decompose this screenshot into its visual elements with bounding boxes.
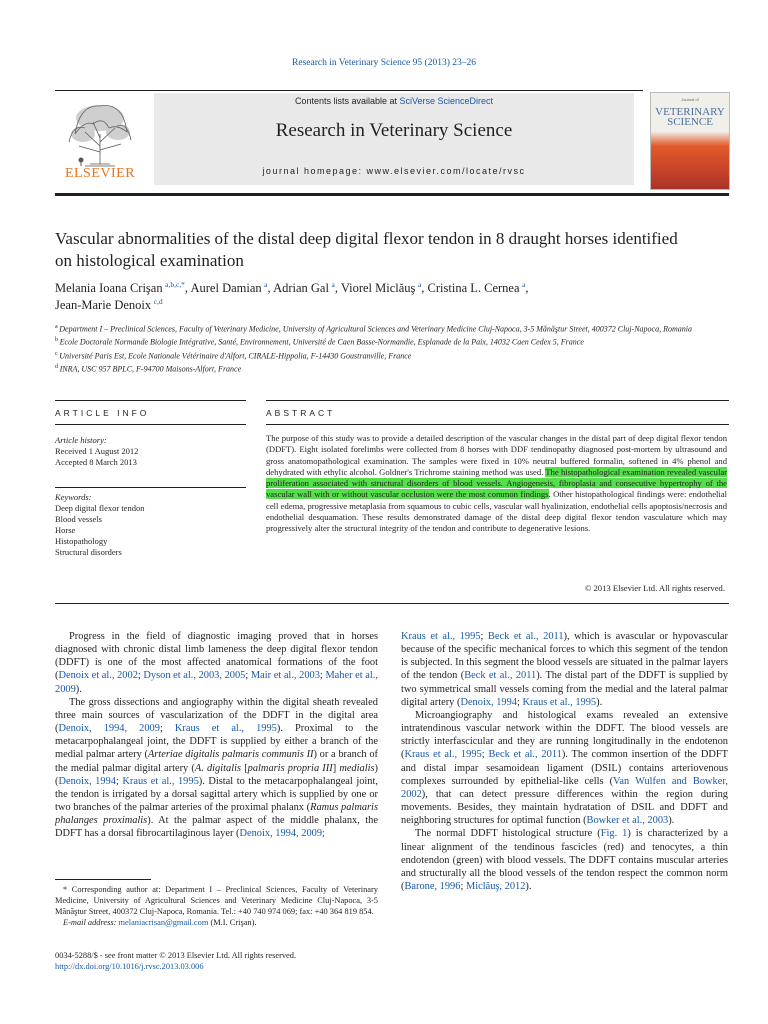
body-column-right <box>401 630 728 893</box>
footnote-email <box>55 917 378 928</box>
author-separator: , <box>334 281 341 295</box>
journal-name: Research in Veterinary Science <box>275 120 513 141</box>
citation-link[interactable]: Beck et al., 2011 <box>488 749 562 761</box>
masthead-top-rule <box>55 90 643 91</box>
author-affiliation-mark[interactable]: a <box>264 279 268 289</box>
email-link[interactable]: melaniacrisan@gmail.com <box>118 918 209 927</box>
author-list <box>55 280 695 314</box>
abstract-text <box>266 433 727 535</box>
citation-link[interactable]: Kraus et al., 1995 <box>404 749 482 761</box>
figure-link[interactable]: Fig. 1 <box>600 828 628 840</box>
doi-link[interactable]: http://dx.doi.org/10.1016/j.rvsc.2013.03.006 <box>55 962 204 971</box>
author-affiliation-mark[interactable]: a,b,c,* <box>165 279 185 289</box>
body-paragraph: Kraus et al., 1995; Beck et al., 2011), which is avascular or hypovascular because of the specific mechanical forces to which this segment of the tendon is subjected. In this segment the blood vessels are situated in the palmar layers of the tendon (Beck et al., 2011). The distal part of the DDFT is supplied by two symmetrical small vessels coming from the medial and the lateral palmar digital artery (Denoix, 1994; Kraus et al., 1995). <box>401 631 728 708</box>
citation-link[interactable]: Kraus et al., 1995 <box>401 631 481 642</box>
article-history <box>55 435 246 468</box>
affiliation-text: Ecole Doctorale Normande Biologie Intégrative, Santé, Environnement, Université de Caen Basse-Normandie, Esplanade de la Paix, 14032 Caen Cedex 5, France <box>59 337 584 347</box>
abstract-copyright: © 2013 Elsevier Ltd. All rights reserved. <box>584 583 725 593</box>
abstract-text-after: . Other histopathological findings were: endothelial cell edema, progressive metaplasia from squamous to cubic cells, vascular wall hyalinization, endothelial cells apoptosis/necrosis and endothelial desquamation. These results demonstrated damage of the distal deep digital flexor tendon vasculature which may progressively alter the structural integrity of the tendon and contribute to degenerative lesions. <box>266 489 727 534</box>
author-affiliation-mark[interactable]: c,d <box>153 296 163 306</box>
citation-link[interactable]: Denoix, 1994 <box>460 696 518 708</box>
keywords <box>55 492 246 558</box>
masthead-bottom-rule <box>55 193 729 196</box>
cover-title-line-2: SCIENCE <box>667 116 713 128</box>
footnote-rule <box>55 879 151 880</box>
keyword-item: Histopathology <box>55 536 108 546</box>
keyword-item: Blood vessels <box>55 514 102 524</box>
keyword-item: Deep digital flexor tendon <box>55 503 145 513</box>
author-affiliation-mark[interactable]: a <box>331 279 335 289</box>
article-info-heading: ARTICLE INFO <box>55 408 150 418</box>
keywords-label: Keywords: <box>55 492 92 502</box>
affiliation-mark: a <box>55 324 58 330</box>
homepage-prefix: journal homepage: <box>262 166 367 176</box>
received-date: Received 1 August 2012 <box>55 446 139 456</box>
citation-link[interactable]: Denoix, 1994, 2009 <box>58 723 160 735</box>
body-paragraph: The gross dissections and angiography within the digital sheath revealed three main sources of vascularization of the DDFT in the digital area (Denoix, 1994, 2009; Kraus et al., 1995). Proximal to the metacarpophalangeal joint, the DDFT is supplied by either a branch of the medial palmar artery (Arteriae digitalis palmaris communis II) or a branch of the medial palmar digital artery (A. digitalis [palmaris propria III] medialis) (Denoix, 1994; Kraus et al., 1995). Distal to the metacarpophalangeal joint, the tendon is irrigated by a dorsal sagittal artery which is supplied by one or two branches of the palmar arteries of the proximal phalanx (Ramus palmaris phalanges proximalis). At the palmar aspect of the middle phalanx, the DDFT has a dorsal fibrocartilaginous layer (Denoix, 1994, 2009; <box>55 696 378 840</box>
corresponding-author-footnote <box>55 884 378 928</box>
cover-title-line-1: VETERINARY <box>655 106 725 118</box>
citation-link[interactable]: Beck et al., 2011 <box>464 670 537 682</box>
email-label: E-mail address: <box>63 918 119 927</box>
body-paragraph: The normal DDFT histological structure (Fig. 1) is characterized by a linear alignment of the tendinous fascicles (red) and tenocytes, a thin endotendon (green) with blood vessels. The DDFT contains muscular arteries and structurally all the blood vessels of the tendon respect the common norm (Barone, 1996; Miclăuş, 2012). <box>401 828 728 892</box>
issn-line: 0034-5288/$ - see front matter © 2013 Elsevier Ltd. All rights reserved. <box>55 951 297 960</box>
abstract-highlight[interactable]: The histopathological examination revealed vascular proliferation associated with structural disorders of blood vessels. Angiogenesis, fibroplasia and consecutive hypertrophy of the vascular wall with or without vascular occlusion were the most common findings <box>266 466 728 500</box>
citation-link[interactable]: Kraus et al., 1995 <box>174 723 277 735</box>
author-separator: , <box>267 281 274 295</box>
journal-citation[interactable]: Research in Veterinary Science 95 (2013) 23–26 <box>292 58 476 68</box>
affiliation-text: Université Paris Est, Ecole Nationale Vétérinaire d'Alfort, CIRALE-Hippolia, F-14430 Goustranville, France <box>59 351 412 361</box>
article-info-rule <box>55 400 246 401</box>
affiliation-item <box>55 322 715 335</box>
citation-link[interactable]: Miclăuş, 2012 <box>465 880 526 892</box>
contents-line <box>154 96 634 106</box>
citation-link[interactable]: Denoix, 1994 <box>58 775 116 787</box>
affiliation-item <box>55 349 715 362</box>
affiliation-item <box>55 335 715 348</box>
history-label: Article history: <box>55 435 107 445</box>
contents-prefix: Contents lists available at <box>294 96 400 106</box>
accepted-date: Accepted 8 March 2013 <box>55 457 137 467</box>
citation-link[interactable]: Denoix et al., 2002 <box>58 670 138 682</box>
keywords-rule <box>55 487 246 488</box>
author-name: Aurel Damian <box>190 281 262 295</box>
keyword-item: Structural disorders <box>55 547 122 557</box>
body-column-left <box>55 630 378 841</box>
body-paragraph: Progress in the field of diagnostic imaging proved that in horses diagnosed with chronic distal limb lameness the deep digital flexor tendon (DDFT) is one of the most affected anatomical formations of the foot (Denoix et al., 2002; Dyson et al., 2003, 2005; Mair et al., 2003; Maher et al., 2009). <box>55 631 378 695</box>
cover-title <box>653 107 727 127</box>
homepage-url[interactable]: www.elsevier.com/locate/rvsc <box>366 166 526 176</box>
author-affiliation-mark[interactable]: a <box>522 279 526 289</box>
email-suffix: (M.I. Crişan). <box>208 918 257 927</box>
citation-link[interactable]: Beck et al., 2011 <box>487 631 564 642</box>
abstract-bottom-rule <box>55 603 729 604</box>
sciencedirect-link[interactable]: SciVerse ScienceDirect <box>399 96 494 106</box>
footnote-text: * Corresponding author at: Department I – Preclinical Sciences, Faculty of Veterinary Medicine, University of Agricultural Sciences and Veterinary Medicine Cluj-Napoca, 3-5 Mănăştur Street, 400372 Cluj-Napoca, Romania. Tel.: +40 740 974 069; fax: +40 364 819 854. <box>55 885 378 916</box>
author-separator: , <box>525 281 529 295</box>
author-separator: , <box>184 281 191 295</box>
article-info-rule <box>55 424 246 425</box>
author-name: Jean-Marie Denoix <box>55 298 152 312</box>
affiliation-mark: b <box>55 337 58 344</box>
author-name: Cristina L. Cernea <box>427 281 520 295</box>
citation-link[interactable]: Bowker et al., 2003 <box>586 815 669 827</box>
cover-small-text: Journal of <box>681 97 699 102</box>
affiliation-mark: c <box>55 350 58 357</box>
abstract-heading: ABSTRACT <box>266 408 336 418</box>
affiliation-text: INRA, USC 957 BPLC, F-94700 Maisons-Alfort, France <box>59 364 242 374</box>
citation-link[interactable]: Maher et al., 2009 <box>55 670 378 695</box>
citation-link[interactable]: Kraus et al., 1995 <box>122 775 199 787</box>
elsevier-wordmark: ELSEVIER <box>64 166 136 181</box>
abstract-text-before: The purpose of this study was to provide a detailed description of the vascular changes in the distal part of deep digital flexor tendon (DDFT). Eight isolated forelimbs were collected from 8 horses with DDF tendinopathy diagnosed post-mortem by ultrasound and gross anatomopathological examination. The samples were fixed in 10% neutral buffered formalin, softened in 4% phenol and dehydrated with ethylic alcohol. Goldner's Trichrome staining method was used. <box>266 433 727 477</box>
abstract-rule <box>266 424 729 425</box>
citation-link[interactable]: Mair et al., 2003 <box>250 670 320 682</box>
affiliation-item <box>55 362 715 375</box>
keyword-item: Horse <box>55 525 76 535</box>
page-footer <box>55 950 455 972</box>
author-separator: , <box>421 281 428 295</box>
author-name: Melania Ioana Crişan <box>55 281 163 295</box>
author-affiliation-mark[interactable]: a <box>417 279 422 289</box>
citation-link[interactable]: Kraus et al., 1995 <box>522 696 597 708</box>
affiliation-text: Department I – Preclinical Sciences, Faculty of Veterinary Medicine, University of Agricultural Sciences and Veterinary Medicine Cluj-Napoca, 3-5 Mănăştur Street, 400372 Cluj-Napoca, Romania <box>59 324 692 334</box>
body-paragraph: Microangiography and histological exams revealed an extensive intratendinous vascular network within the DDFT. The blood vessels are strictly interfascicular and they are running longitudinally in the endotenon (Kraus et al., 1995; Beck et al., 2011). The common insertion of the DDFT and distal impar sesamoidean ligament (DSIL) contains arteriovenous complexes surrounded by epithelial-like cells (Van Wulfen and Bowker, 2002), that can detect pressure differences within the region during movements. Besides, they maintain hydratation of DSIL and DDFT and neighboring structures for optimal function (Bowker et al., 2003). <box>401 709 728 827</box>
journal-cover-thumbnail[interactable] <box>650 92 730 190</box>
author-name: Viorel Miclăuş <box>340 281 416 295</box>
affiliation-mark: d <box>55 363 58 370</box>
citation-link[interactable]: Van Wulfen and Bowker, 2002 <box>401 775 728 800</box>
abstract-rule <box>266 400 729 401</box>
article-title: Vascular abnormalities of the distal deep digital flexor tendon in 8 draught horses identified on histological examination <box>55 229 678 270</box>
citation-link[interactable]: Barone, 1996 <box>404 880 461 892</box>
citation-link[interactable]: Dyson et al., 2003, 2005 <box>143 670 246 682</box>
citation-link[interactable]: Denoix, 1994, 2009; <box>239 828 325 840</box>
author-name: Adrian Gal <box>273 281 329 295</box>
affiliations <box>55 322 715 375</box>
journal-homepage <box>154 166 634 176</box>
